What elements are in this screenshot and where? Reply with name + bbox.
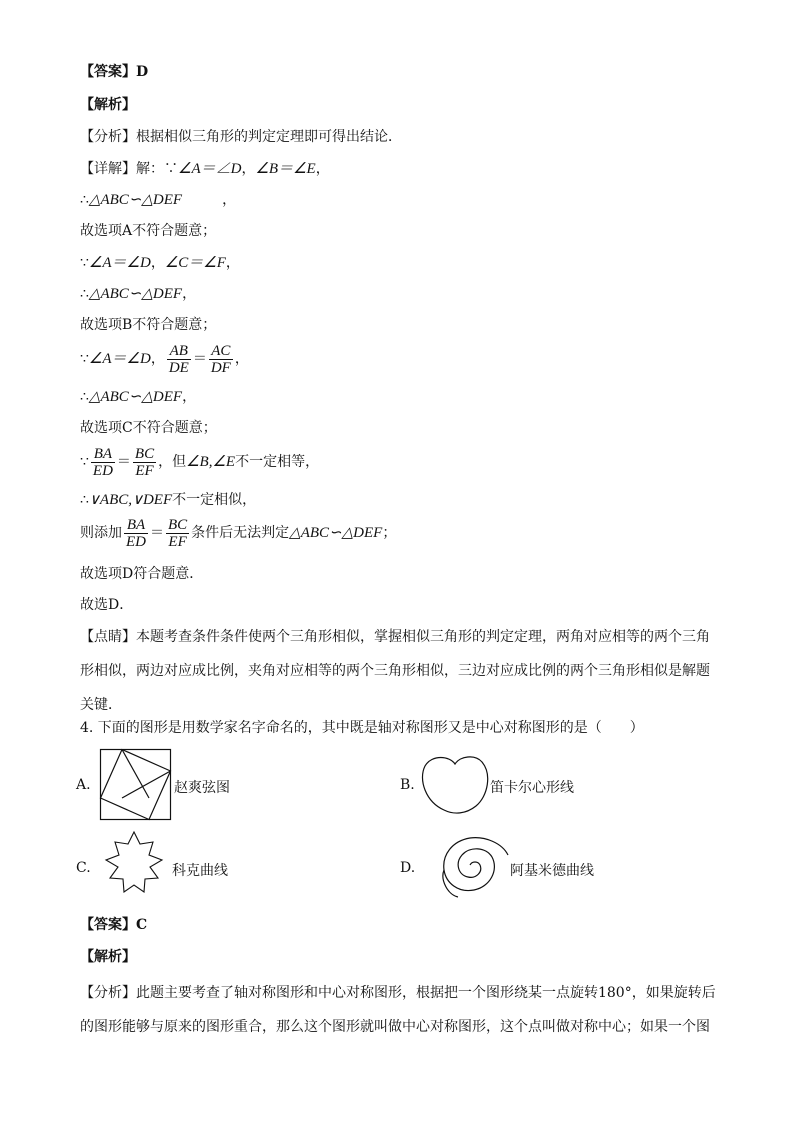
option-c-name: 科克曲线: [172, 863, 228, 879]
fraction: $\frac{AB}{DE}$: [168, 342, 189, 376]
solution-line-13: 故选项D符合题意．: [80, 566, 204, 582]
question-4-stem: 4. 下面的图形是用数学家名字命名的，其中既是轴对称图形又是中心对称图形的是（ ）: [80, 720, 644, 736]
option-c-letter: C.: [76, 860, 91, 876]
fraction: $\frac{BA}{ED}$: [126, 516, 146, 550]
fraction: $\frac{BA}{ED}$: [92, 445, 113, 479]
fraction: $\frac{AC}{DF}$: [210, 342, 231, 376]
solution-line-3: 故选项A不符合题意；: [80, 223, 217, 239]
solution-line-4: ∵∠A＝∠D，∠C＝∠F，: [80, 255, 240, 271]
detail-label: 【详解】解：: [80, 161, 164, 177]
fraction: $\frac{BC}{EF}$: [134, 445, 155, 479]
koch-snowflake-icon: [98, 830, 170, 902]
analysis-paragraph-q4: 【分析】此题主要考查了轴对称图形和中心对称图形，根据把一个图形绕某一点旋转180°，如果旋转后的图形能够与原来的图形重合，那么这个图形就叫做中心对称图形，这个点叫做对称中心；如果一个图: [80, 985, 716, 1035]
option-a-letter: A.: [76, 777, 91, 793]
solution-line-6: 故选项B不符合题意；: [80, 317, 217, 333]
solution-line-8: ∴△ABC∽△DEF，: [80, 389, 197, 405]
comment-paragraph: 【点睛】本题考查条件条件使两个三角形相似，掌握相似三角形的判定定理，两角对应相等的两个三角形相似，两边对应成比例，夹角对应相等的两个三角形相似，三边对应成比例的两个三角形相似是解题关键．: [80, 629, 710, 713]
analysis-label-q4: 【解析】: [80, 949, 136, 965]
solution-line-5: ∴△ABC∽△DEF，: [80, 286, 197, 302]
cardioid-icon: [420, 754, 490, 816]
solution-line-11: ∴∨ABC,∨DEF不一定相似，: [80, 492, 257, 508]
solution-line-7: ∵∠A＝∠D， $\frac{AB}{DE}$ ＝ $\frac{AC}{DF}$ ，: [80, 342, 249, 376]
option-b-name: 笛卡尔心形线: [490, 780, 574, 796]
archimedean-spiral-icon: [430, 835, 510, 899]
option-d-name: 阿基米德曲线: [510, 863, 594, 879]
answer-label: 【答案】D: [80, 64, 149, 80]
answer-label-q4: 【答案】C: [80, 917, 148, 933]
option-b-letter: B.: [400, 777, 415, 793]
option-d-letter: D.: [400, 860, 416, 876]
solution-line-10: ∵ $\frac{BA}{ED}$ ＝ $\frac{BC}{EF}$ ，但∠B,∠E不一定相等，: [80, 445, 320, 479]
zhao-shuang-diagram-icon: [100, 749, 172, 821]
analysis-text: 【分析】根据相似三角形的判定定理即可得出结论．: [80, 129, 402, 145]
solution-line-14: 故选D．: [80, 597, 134, 613]
analysis-label: 【解析】: [80, 97, 136, 113]
solution-line-1: 【详解】解：∵∠A＝∠D，∠B＝∠E，: [80, 161, 330, 177]
option-a-name: 赵爽弦图: [174, 780, 230, 796]
solution-line-12: 则添加 $\frac{BA}{ED}$ ＝ $\frac{BC}{EF}$ 条件后无法判定△ABC∽△DEF；: [80, 516, 397, 550]
solution-line-9: 故选项C不符合题意；: [80, 420, 217, 436]
solution-line-2: ∴△ABC∽△DEF ，: [80, 192, 237, 208]
fraction: $\frac{BC}{EF}$: [168, 516, 188, 550]
